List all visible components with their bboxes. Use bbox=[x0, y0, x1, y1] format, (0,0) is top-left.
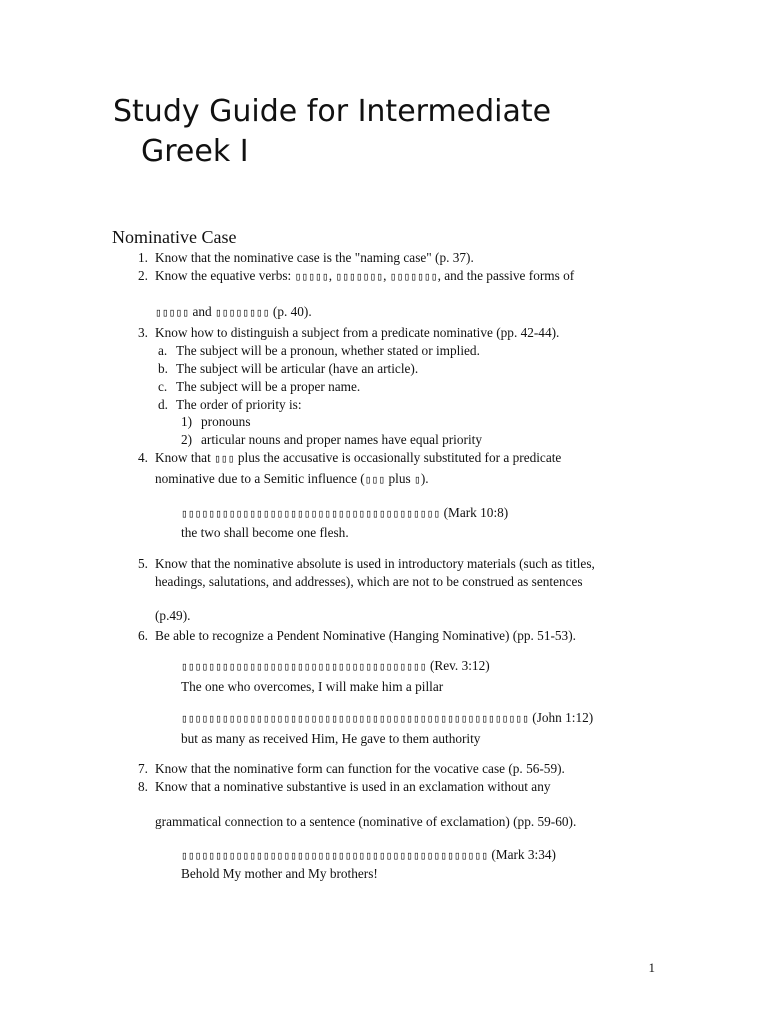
greek-example bbox=[181, 504, 508, 523]
page-number: 1 bbox=[648, 960, 655, 975]
greek-text: ▯▯▯▯▯▯▯▯▯▯▯▯▯▯▯▯▯▯▯▯▯▯▯▯▯▯▯▯▯▯▯▯▯▯▯▯▯▯▯▯▯▯▯▯▯▯▯▯▯▯▯ bbox=[181, 712, 529, 725]
section-heading: Nominative Case bbox=[112, 227, 237, 247]
subitem-text: The subject will be articular (have an article). bbox=[176, 361, 419, 376]
greek-text: ▯▯▯▯▯▯▯ bbox=[335, 270, 384, 283]
example-translation: Behold My mother and My brothers! bbox=[181, 866, 378, 881]
item-text: grammatical connection to a sentence (nominative of exclamation) (pp. 59-60). bbox=[155, 814, 577, 829]
item-number: 3. bbox=[138, 325, 148, 340]
item-text: Know that a nominative substantive is used in an exclamation without any bbox=[155, 779, 551, 794]
greek-text: ▯▯▯▯▯▯▯▯▯▯▯▯▯▯▯▯▯▯▯▯▯▯▯▯▯▯▯▯▯▯▯▯▯▯▯▯ bbox=[181, 660, 427, 673]
scripture-reference: (Mark 10:8) bbox=[440, 505, 509, 520]
greek-text: ▯▯▯▯▯ bbox=[155, 306, 190, 319]
greek-text: ▯ bbox=[414, 473, 421, 486]
subsubitem-text: pronouns bbox=[201, 414, 251, 429]
greek-example bbox=[181, 657, 490, 676]
item-text: headings, salutations, and addresses), which are not to be construed as sentences bbox=[155, 574, 583, 589]
item-text: Know how to distinguish a subject from a predicate nominative (pp. 42-44). bbox=[155, 325, 560, 340]
item-text: Know that the nominative absolute is used in introductory materials (such as titles, bbox=[155, 556, 595, 571]
example-translation: but as many as received Him, He gave to them authority bbox=[181, 731, 481, 746]
item-text: nominative due to a Semitic influence (▯▯▯ plus ▯). bbox=[155, 471, 429, 486]
subsubitem-text: articular nouns and proper names have equal priority bbox=[201, 432, 482, 447]
document-title bbox=[113, 92, 673, 172]
subitem-letter: a. bbox=[158, 343, 168, 358]
greek-example bbox=[181, 709, 593, 728]
item-text: Know that the nominative form can function for the vocative case (p. 56-59). bbox=[155, 761, 565, 776]
subitem-letter: c. bbox=[158, 379, 168, 394]
greek-text: ▯▯▯ bbox=[364, 473, 386, 486]
greek-text: ▯▯▯▯▯▯▯▯ bbox=[214, 306, 270, 319]
title-line-1: Study Guide for Intermediate bbox=[113, 94, 552, 129]
item-number: 8. bbox=[138, 779, 148, 794]
subitem-text: The subject will be a proper name. bbox=[176, 379, 361, 394]
subitem-letter: d. bbox=[158, 397, 168, 412]
greek-text: ▯▯▯ bbox=[214, 452, 235, 465]
example-translation: the two shall become one flesh. bbox=[181, 525, 349, 540]
scripture-reference: (Rev. 3:12) bbox=[426, 658, 490, 673]
item-number: 1. bbox=[138, 250, 148, 265]
subsubitem-number: 1) bbox=[181, 414, 193, 429]
subsubitem-number: 2) bbox=[181, 432, 193, 447]
item-number: 5. bbox=[138, 556, 148, 571]
item-text: ▯▯▯▯▯ and ▯▯▯▯▯▯▯▯ (p. 40). bbox=[155, 304, 312, 319]
title-line-2: Greek I bbox=[141, 134, 249, 169]
greek-text: ▯▯▯▯▯▯▯▯▯▯▯▯▯▯▯▯▯▯▯▯▯▯▯▯▯▯▯▯▯▯▯▯▯▯▯▯▯▯▯▯▯▯▯▯▯ bbox=[181, 849, 489, 862]
item-text: (p.49). bbox=[155, 608, 191, 623]
item-number: 2. bbox=[138, 268, 148, 283]
subitem-text: The subject will be a pronoun, whether stated or implied. bbox=[176, 343, 480, 358]
scripture-reference: (Mark 3:34) bbox=[488, 847, 556, 862]
subitem-text: The order of priority is: bbox=[176, 397, 302, 412]
item-number: 7. bbox=[138, 761, 148, 776]
item-number: 6. bbox=[138, 628, 148, 643]
greek-text: ▯▯▯▯▯▯▯ bbox=[389, 270, 438, 283]
example-translation: The one who overcomes, I will make him a pillar bbox=[181, 679, 444, 694]
greek-example bbox=[181, 846, 556, 865]
greek-text: ▯▯▯▯▯▯▯▯▯▯▯▯▯▯▯▯▯▯▯▯▯▯▯▯▯▯▯▯▯▯▯▯▯▯▯▯▯▯ bbox=[181, 507, 441, 520]
item-text: Know that the nominative case is the "naming case" (p. 37). bbox=[155, 250, 474, 265]
item-text: Know the equative verbs: ▯▯▯▯▯, ▯▯▯▯▯▯▯, ▯▯▯▯▯▯▯, and the passive forms of bbox=[155, 268, 575, 283]
subitem-letter: b. bbox=[158, 361, 168, 376]
item-number: 4. bbox=[138, 450, 148, 465]
greek-text: ▯▯▯▯▯ bbox=[294, 270, 329, 283]
scripture-reference: (John 1:12) bbox=[528, 710, 594, 725]
item-text: Know that ▯▯▯ plus the accusative is occasionally substituted for a predicate bbox=[155, 450, 562, 465]
item-text: Be able to recognize a Pendent Nominative (Hanging Nominative) (pp. 51-53). bbox=[155, 628, 576, 643]
